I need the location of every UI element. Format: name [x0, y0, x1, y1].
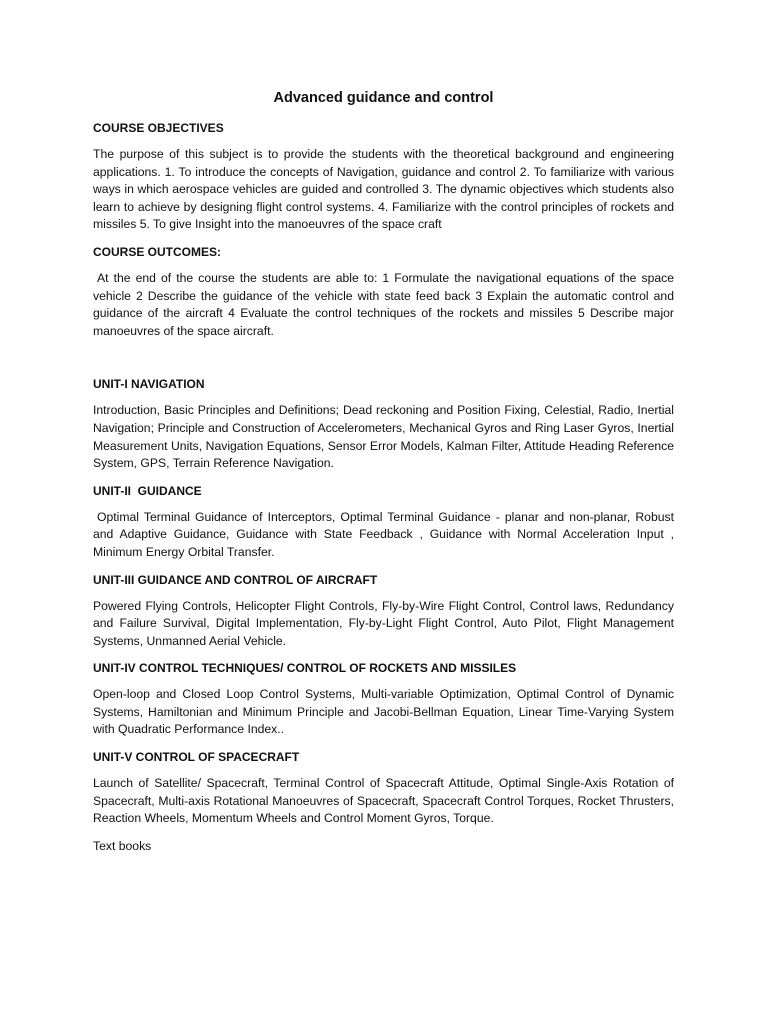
unit-1-text: Introduction, Basic Principles and Definitions; Dead reckoning and Position Fixing, Celestial, Radio, Inertial Navigation; Principle and Construction of Accelerometers, Mechanical Gyros and Ring Laser Gyros, Inertial Measurement Units, Navigation Equations, Sensor Error Models, Kalman Filter, Attitude Heading Reference System, GPS, Terrain Reference Navigation. [93, 403, 674, 471]
unit-3-heading: UNIT-III GUIDANCE AND CONTROL OF AIRCRAFT [93, 572, 378, 587]
objectives-text: The purpose of this subject is to provide the students with the theoretical background and engineering applications. 1. To introduce the concepts of Navigation, guidance and control 2. To familiarize with various ways in which aerospace vehicles are guided and controlled 3. The dynamic objectives which students also learn to achieve by designing flight control systems. 4. Familiarize with the control principles of rockets and missiles 5. To give Insight into the manoeuvres of the space craft [93, 147, 674, 232]
unit-3-text: Powered Flying Controls, Helicopter Flight Controls, Fly-by-Wire Flight Control, Control laws, Redundancy and Failure Survival, Digital Implementation, Fly-by-Light Flight Control, Auto Pilot, Flight Management Systems, Unmanned Aerial Vehicle. [93, 598, 674, 648]
document-title: Advanced guidance and control [273, 90, 494, 106]
outcomes-text: At the end of the course the students are able to: 1 Formulate the navigational equations of the space vehicle 2 Describe the guidance of the vehicle with state feed back 3 Explain the automatic control and guidance of the aircraft 4 Evaluate the control techniques of the rockets and missiles 5 Describe major manoeuvres of the space aircraft. [93, 270, 674, 338]
unit-2-heading: UNIT-II GUIDANCE [93, 483, 202, 498]
unit-5-text: Launch of Satellite/ Spacecraft, Terminal Control of Spacecraft Attitude, Optimal Single-Axis Rotation of Spacecraft, Multi-axis Rotational Manoeuvres of Spacecraft, Spacecraft Control Torques, Rocket Thrusters, Reaction Wheels, Momentum Wheels and Control Moment Gyros, Torque. [93, 776, 674, 826]
document-page [93, 88, 674, 865]
unit-2-text: Optimal Terminal Guidance of Interceptors, Optimal Terminal Guidance - planar and non-planar, Robust and Adaptive Guidance, Guidance with State Feedback , Guidance with Normal Acceleration Input , Minimum Energy Orbital Transfer. [93, 509, 674, 559]
objectives-heading: COURSE OBJECTIVES [93, 121, 224, 135]
textbooks-label: Text books [93, 838, 152, 853]
outcomes-heading: COURSE OUTCOMES: [93, 244, 222, 259]
unit-4-text: Open-loop and Closed Loop Control Systems, Multi-variable Optimization, Optimal Control of Dynamic Systems, Hamiltonian and Minimum Principle and Jacobi-Bellman Equation, Linear Time-Varying System with Quadratic Performance Index.. [93, 687, 674, 737]
unit-5-heading: UNIT-V CONTROL OF SPACECRAFT [93, 750, 300, 765]
section-spacer [93, 350, 674, 376]
unit-1-heading: UNIT-I NAVIGATION [93, 377, 205, 392]
unit-4-heading: UNIT-IV CONTROL TECHNIQUES/ CONTROL OF ROCKETS AND MISSILES [93, 661, 517, 676]
